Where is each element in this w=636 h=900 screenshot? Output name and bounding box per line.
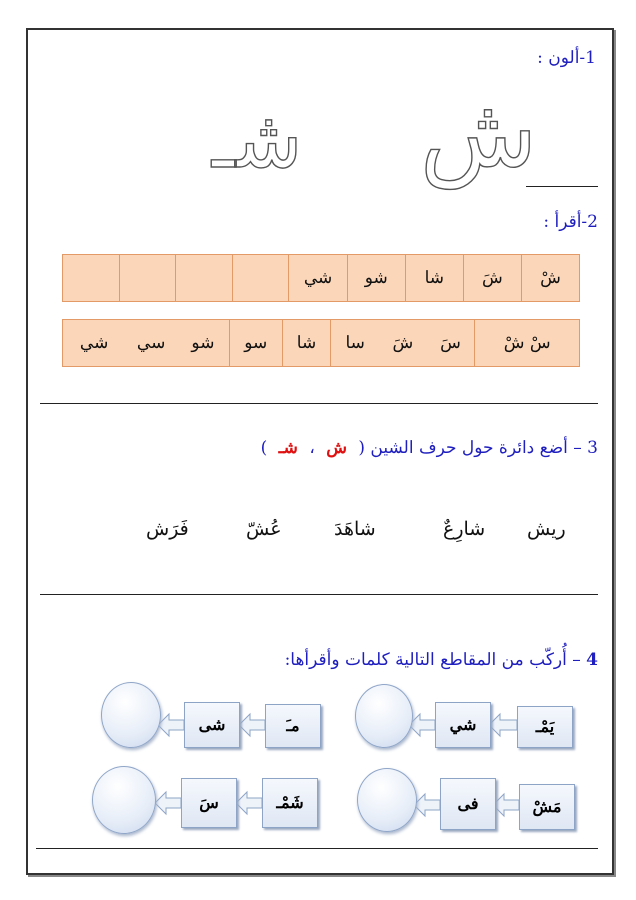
answer-circle[interactable] — [357, 768, 417, 832]
reading-cell: شي — [289, 255, 347, 302]
syllable-box: مَشْ — [519, 784, 575, 830]
section4-heading — [285, 650, 598, 670]
reading-row-1 — [62, 254, 580, 302]
answer-circle[interactable] — [101, 682, 161, 748]
target-letter-initial: شـ — [278, 438, 298, 458]
circle-word[interactable]: عُشّ — [246, 518, 282, 540]
letter-separator: ، — [309, 438, 315, 458]
syllable-box: فى — [440, 778, 496, 830]
reading-cell — [119, 255, 176, 302]
section1-heading: 1-ألون : — [537, 48, 596, 68]
left-arrow-icon — [154, 790, 182, 816]
circle-word[interactable]: شاهَدَ — [334, 518, 376, 540]
reading-row-2 — [62, 319, 580, 367]
syllable-box: شَمْـ — [262, 778, 318, 828]
reading-cell: شو — [177, 320, 229, 367]
left-arrow-icon — [157, 712, 185, 738]
reading-cell: شْ — [521, 255, 579, 302]
left-arrow-icon — [413, 792, 441, 818]
section3-heading — [261, 438, 598, 458]
circle-word[interactable]: فَرَش — [146, 518, 189, 540]
answer-circle[interactable] — [92, 766, 156, 834]
left-arrow-icon — [492, 792, 520, 818]
section-divider — [40, 594, 598, 595]
reading-cell: سَ — [427, 320, 475, 367]
syllable-box: شى — [184, 702, 240, 748]
left-arrow-icon — [488, 712, 518, 738]
outline-letter-initial: شـ — [212, 93, 303, 186]
reading-cell: شا — [282, 320, 331, 367]
syllable-box: مـَ — [265, 704, 321, 748]
reading-cell: سا — [331, 320, 379, 367]
section4-number: 4 — [586, 650, 598, 670]
reading-cell: سو — [229, 320, 282, 367]
reading-cell: شَ — [463, 255, 521, 302]
left-arrow-icon — [235, 790, 263, 816]
syllable-box: سَ — [181, 778, 237, 828]
reading-cell — [63, 255, 120, 302]
circle-word[interactable]: شارِعٌ — [443, 518, 486, 540]
writing-line — [526, 186, 598, 187]
section2-heading: 2-أقرأ : — [543, 212, 598, 232]
reading-cell: شَ — [379, 320, 427, 367]
reading-cell: شو — [347, 255, 405, 302]
bottom-divider — [36, 848, 598, 849]
section3-heading-prefix: 3 – أضع دائرة حول حرف الشين ( — [358, 438, 598, 458]
reading-cell: شا — [405, 255, 463, 302]
outline-letter-isolated: ش — [420, 77, 538, 189]
circle-word[interactable]: ريش — [527, 518, 566, 540]
target-letter-isolated: ش — [326, 438, 347, 458]
reading-cell: سي — [125, 320, 177, 367]
left-arrow-icon — [238, 712, 266, 738]
syllable-box: يَمْـ — [517, 706, 573, 748]
section-divider — [40, 403, 598, 404]
answer-circle[interactable] — [355, 684, 413, 748]
reading-cell — [232, 255, 289, 302]
reading-cell — [176, 255, 233, 302]
section3-heading-suffix: ) — [260, 438, 268, 458]
syllable-box: شي — [435, 702, 491, 748]
section4-heading-text: – أُركّب من المقاطع التالية كلمات وأقرأها: — [284, 650, 581, 670]
reading-cell: شي — [63, 320, 126, 367]
reading-cell: سْ شْ — [475, 320, 580, 367]
